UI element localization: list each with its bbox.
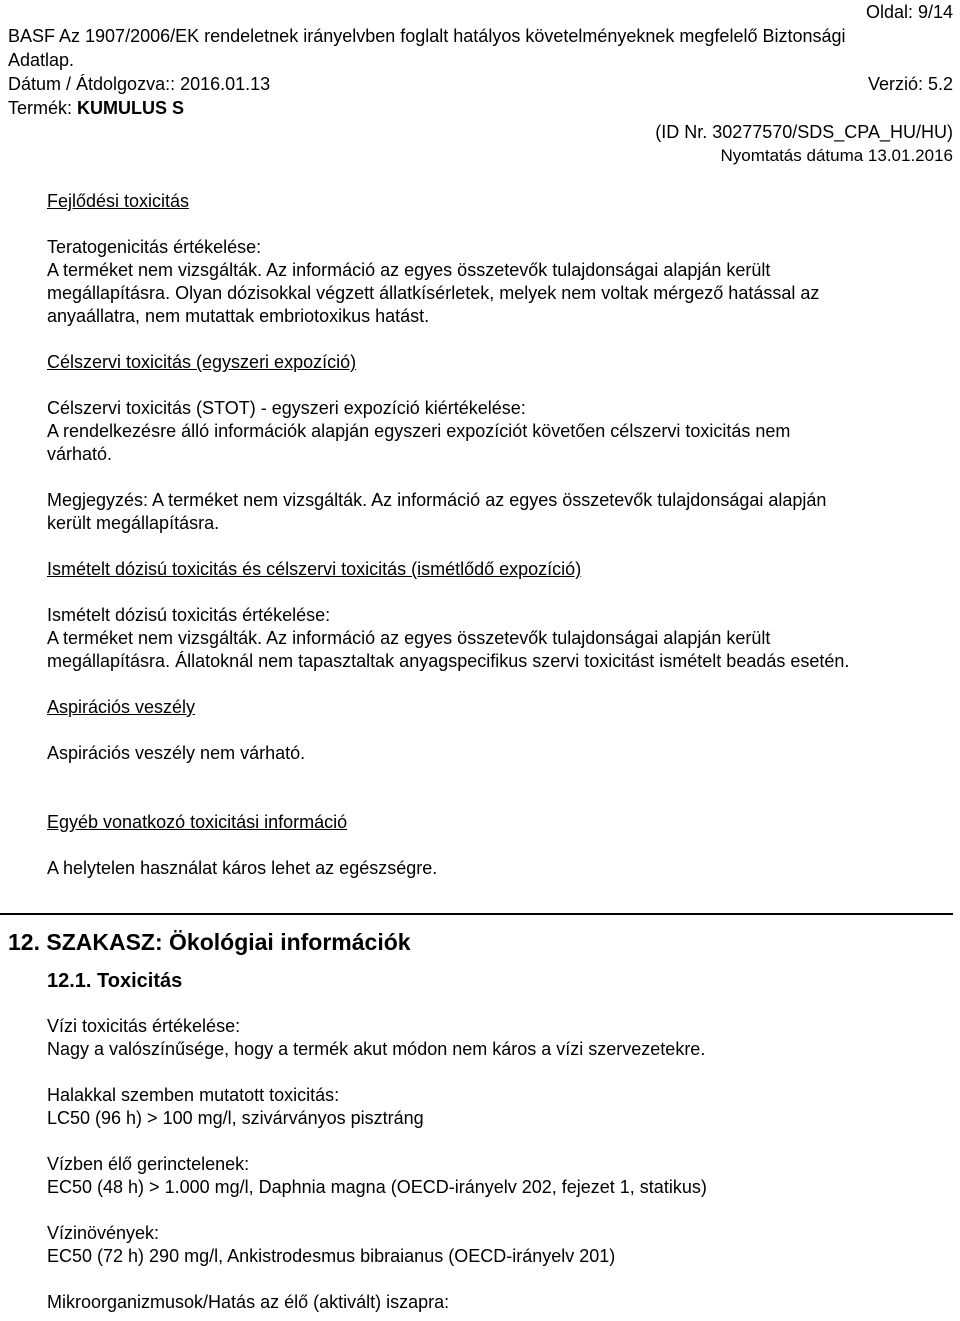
repeated-dose-title: Ismételt dózisú toxicitás és célszervi toxicitás (ismétlődő expozíció)	[47, 559, 582, 579]
repeated-dose-line-1: A terméket nem vizsgálták. Az információ az egyes összetevők tulajdonságai alapján került	[47, 628, 771, 648]
section-divider	[0, 913, 953, 915]
developmental-title: Fejlődési toxicitás	[47, 191, 190, 211]
other-toxicity-title: Egyéb vonatkozó toxicitási információ	[47, 812, 348, 832]
teratogenicity-label: Teratogenicitás értékelése:	[47, 237, 262, 257]
developmental-line-3: anyaállatra, nem mutattak embriotoxikus hatást.	[47, 306, 430, 326]
stot-single-line-1: A rendelkezésre álló információk alapján egyszeri expozíciót követően célszervi toxicitás nem	[47, 421, 791, 441]
aspiration-text: Aspirációs veszély nem várható.	[47, 743, 306, 763]
stot-single-label: Célszervi toxicitás (STOT) - egyszeri expozíció kiértékelése:	[47, 398, 526, 418]
id-number: (ID Nr. 30277570/SDS_CPA_HU/HU)	[655, 122, 953, 142]
aquatic-plants-label: Vízinövények:	[47, 1223, 160, 1243]
developmental-line-2: megállapításra. Olyan dózisokkal végzett állatkísérletek, melyek nem voltak mérgező hatással az	[47, 283, 820, 303]
fish-toxicity-text: LC50 (96 h) > 100 mg/l, szivárványos pisztráng	[47, 1108, 424, 1128]
developmental-line-1: A terméket nem vizsgálták. Az információ az egyes összetevők tulajdonságai alapján került	[47, 260, 771, 280]
id-row	[8, 120, 953, 144]
toxicity-content	[47, 190, 950, 880]
document-header	[8, 0, 953, 168]
repeated-dose-line-2: megállapításra. Állatoknál nem tapasztaltak anyagspecifikus szervi toxicitást ismételt beadás esetén.	[47, 651, 850, 671]
aspiration-title: Aspirációs veszély	[47, 697, 196, 717]
aquatic-toxicity-label: Vízi toxicitás értékelése:	[47, 1016, 241, 1036]
product-name: KUMULUS S	[77, 98, 185, 118]
aquatic-toxicity-text: Nagy a valószínűsége, hogy a termék akut módon nem káros a vízi szervezetekre.	[47, 1039, 706, 1059]
invertebrates-label: Vízben élő gerinctelenek:	[47, 1154, 250, 1174]
print-date-row	[8, 144, 953, 168]
revision-date: Dátum / Átdolgozva:: 2016.01.13	[8, 74, 271, 94]
page-number-row	[8, 0, 953, 24]
ecotoxicity-content	[47, 1015, 950, 1314]
subsection-12-1-heading: 12.1. Toxicitás	[47, 970, 183, 992]
fish-toxicity-label: Halakkal szemben mutatott toxicitás:	[47, 1085, 340, 1105]
section-12-heading: 12. SZAKASZ: Ökológiai információk	[8, 929, 411, 955]
stot-single-title: Célszervi toxicitás (egyszeri expozíció)	[47, 352, 357, 372]
other-toxicity-text: A helytelen használat káros lehet az egészségre.	[47, 858, 438, 878]
stot-note-line-2: került megállapításra.	[47, 513, 220, 533]
microorganisms-label: Mikroorganizmusok/Hatás az élő (aktivált) iszapra:	[47, 1292, 450, 1312]
regulation-line-2: Adatlap.	[8, 50, 75, 70]
invertebrates-text: EC50 (48 h) > 1.000 mg/l, Daphnia magna (OECD-irányelv 202, fejezet 1, statikus)	[47, 1177, 707, 1197]
product-row	[8, 96, 953, 120]
page-number: Oldal: 9/14	[865, 2, 953, 22]
stot-single-line-2: várható.	[47, 444, 113, 464]
date-version-row	[8, 72, 953, 96]
regulation-line-1: BASF Az 1907/2006/EK rendeletnek irányelvben foglalt hatályos követelményeknek megfelelő Biztonsági	[8, 26, 846, 46]
aquatic-plants-text: EC50 (72 h) 290 mg/l, Ankistrodesmus bibraianus (OECD-irányelv 201)	[47, 1246, 616, 1266]
print-date: Nyomtatás dátuma 13.01.2016	[720, 146, 953, 165]
product-label: Termék:	[8, 98, 78, 118]
stot-note-line-1: Megjegyzés: A terméket nem vizsgálták. Az információ az egyes összetevők tulajdonságai alapján	[47, 490, 827, 510]
version: Verzió: 5.2	[867, 74, 953, 94]
repeated-dose-label: Ismételt dózisú toxicitás értékelése:	[47, 605, 331, 625]
